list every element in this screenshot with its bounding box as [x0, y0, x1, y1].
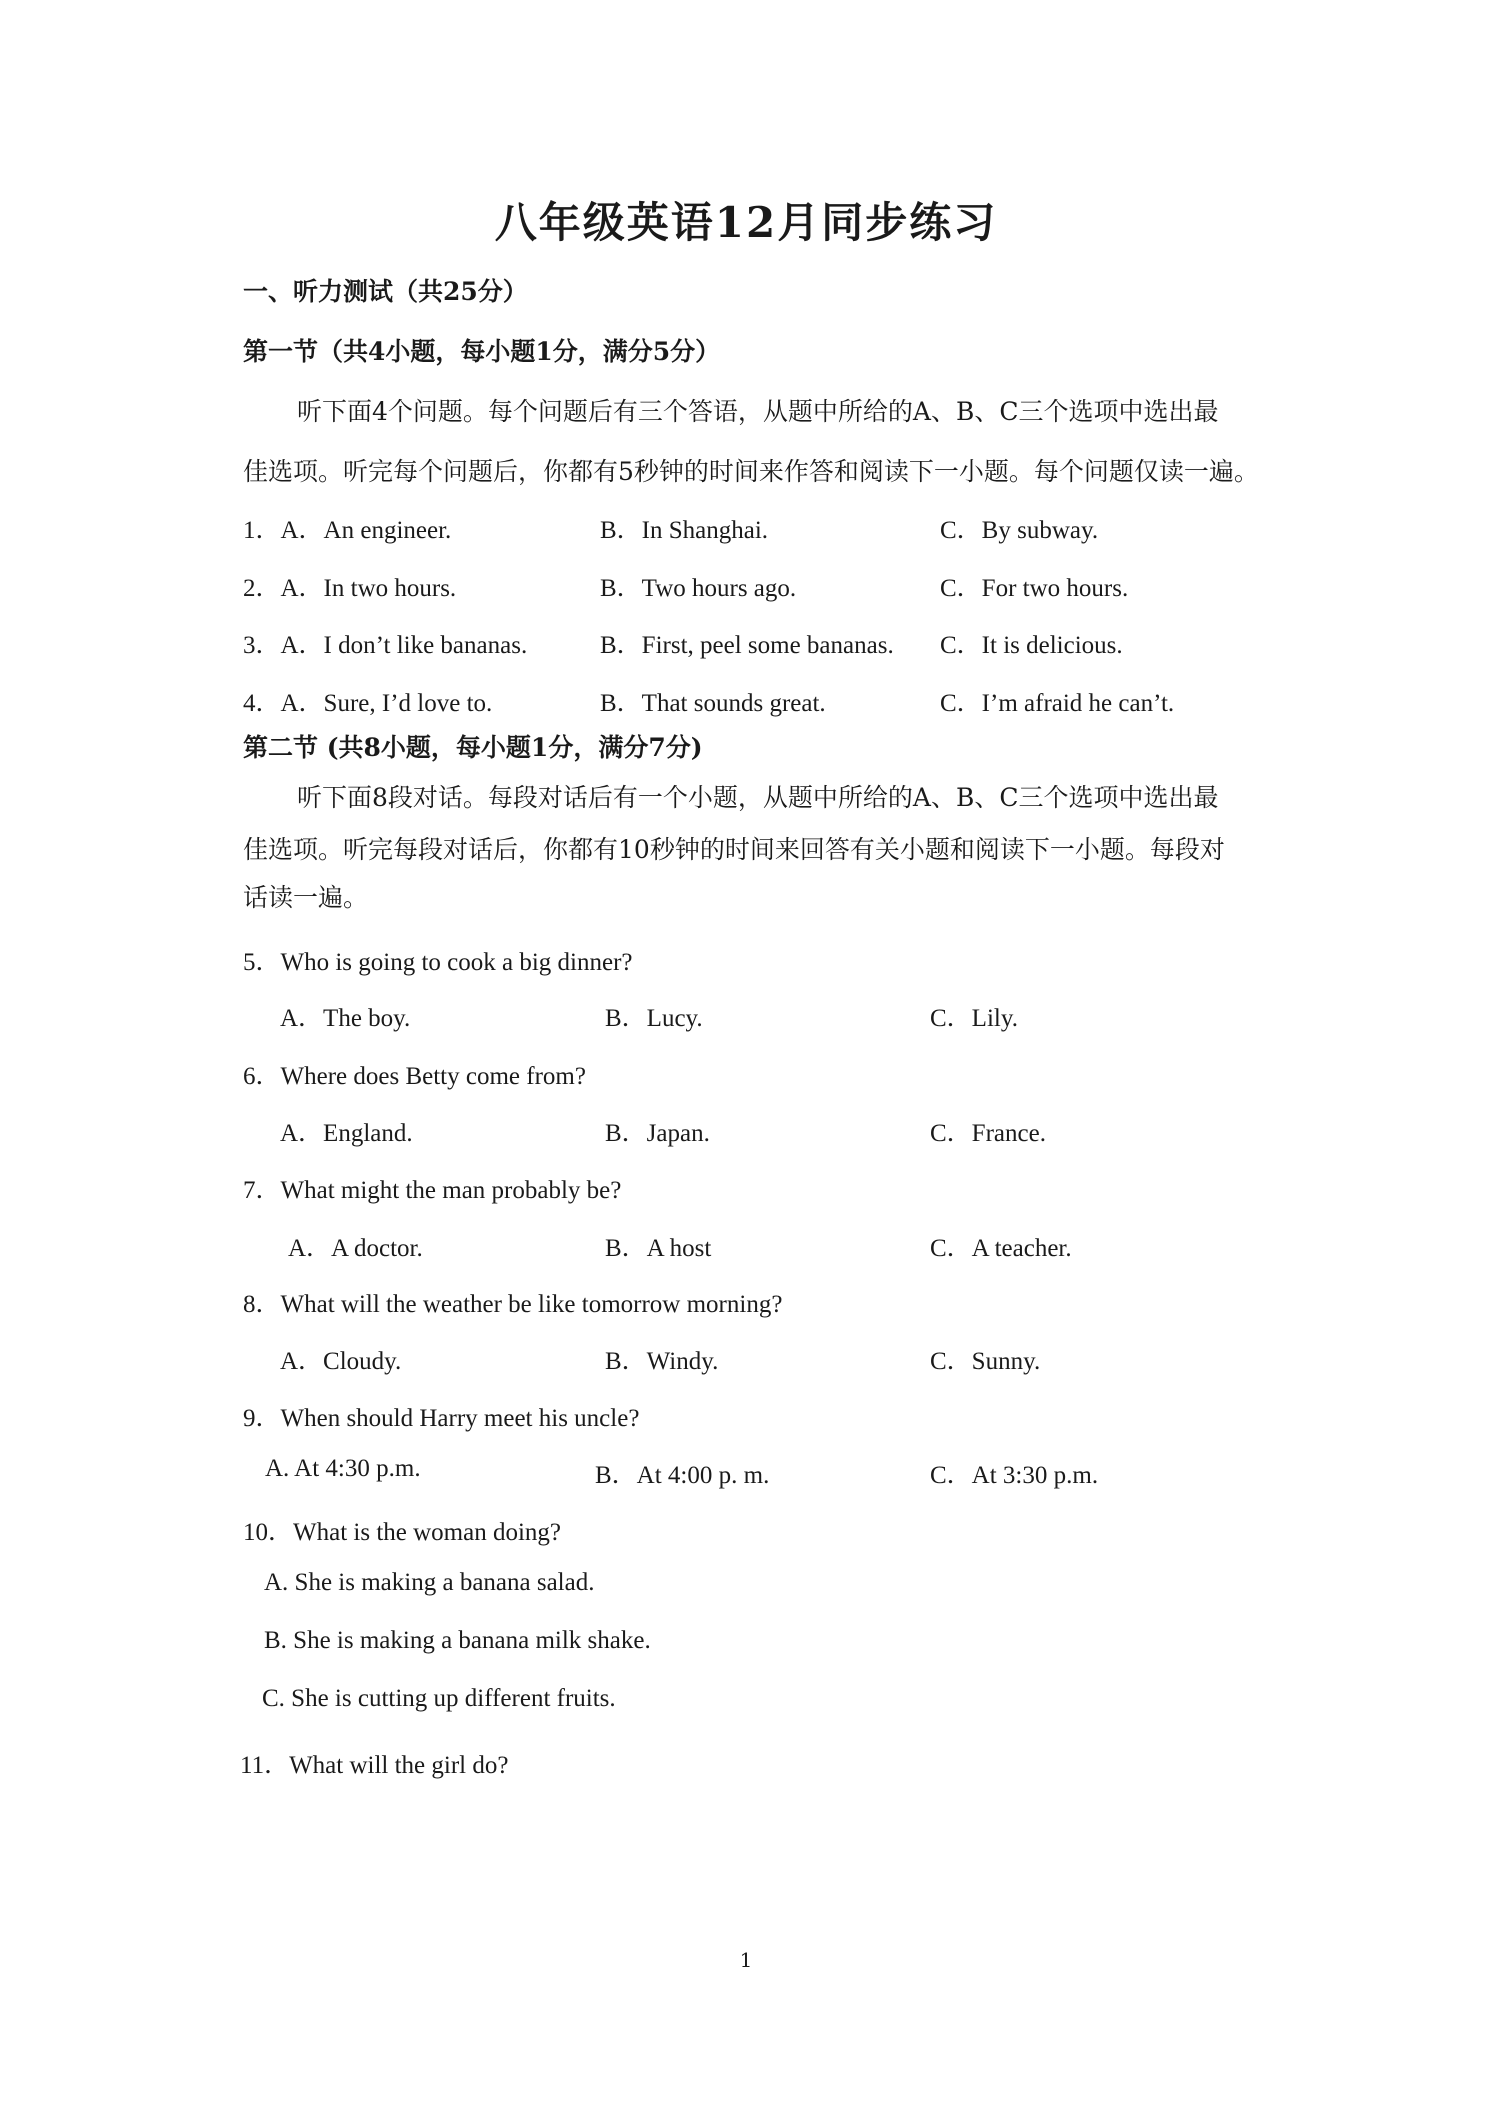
page-number: 1 — [739, 1948, 753, 1972]
q9-option-b: B．At 4:00 p. m. — [595, 1462, 770, 1489]
q3-option-a: 3．A．I don’t like bananas. — [243, 632, 528, 659]
q2-option-b: B．Two hours ago. — [600, 575, 797, 602]
section1-instruction-line2: 佳选项。听完每个问题后，你都有5秒钟的时间来作答和阅读下一小题。每个问题仅读一遍。 — [243, 457, 1259, 486]
q3-option-c: C．It is delicious. — [940, 632, 1123, 659]
q1-option-c: C．By subway. — [940, 517, 1099, 544]
section2-instruction-line1: 听下面8段对话。每段对话后有一个小题，从题中所给的A、B、C三个选项中选出最 — [297, 783, 1219, 812]
section1-heading: 第一节（共4小题，每小题1分，满分5分） — [243, 337, 721, 366]
q2-option-c: C．For two hours. — [940, 575, 1129, 602]
q1-option-b: B．In Shanghai. — [600, 517, 769, 544]
q9-option-a: A. At 4:30 p.m. — [265, 1455, 421, 1482]
q10-option-c: C. She is cutting up different fruits. — [262, 1685, 616, 1712]
section2-instruction-line3: 话读一遍。 — [243, 883, 369, 912]
q7-option-b: B．A host — [605, 1235, 712, 1262]
q8-option-a: A．Cloudy. — [280, 1348, 402, 1375]
q6-option-a: A．England. — [280, 1120, 413, 1147]
section2-heading: 第二节 (共8小题，每小题1分，满分7分) — [243, 733, 703, 762]
q10-stem: 10．What is the woman doing? — [243, 1519, 561, 1546]
q4-option-c: C．I’m afraid he can’t. — [940, 690, 1175, 717]
q5-option-c: C．Lily. — [930, 1005, 1018, 1032]
q11-stem: 11．What will the girl do? — [240, 1752, 509, 1779]
q9-stem: 9．When should Harry meet his uncle? — [243, 1405, 640, 1432]
q6-option-b: B．Japan. — [605, 1120, 710, 1147]
q1-option-a: 1．A．An engineer. — [243, 517, 452, 544]
q9-option-c: C．At 3:30 p.m. — [930, 1462, 1099, 1489]
q5-stem: 5．Who is going to cook a big dinner? — [243, 949, 633, 976]
q8-stem: 8．What will the weather be like tomorrow morning? — [243, 1291, 783, 1318]
q6-stem: 6．Where does Betty come from? — [243, 1063, 586, 1090]
q6-option-c: C．France. — [930, 1120, 1046, 1147]
q3-option-b: B．First, peel some bananas. — [600, 632, 894, 659]
q7-option-a: A．A doctor. — [288, 1235, 423, 1262]
q10-option-b: B. She is making a banana milk shake. — [264, 1627, 651, 1654]
q5-option-b: B．Lucy. — [605, 1005, 703, 1032]
q2-option-a: 2．A．In two hours. — [243, 575, 457, 602]
q7-option-c: C．A teacher. — [930, 1235, 1072, 1262]
q4-option-b: B．That sounds great. — [600, 690, 826, 717]
section1-instruction-line1: 听下面4个问题。每个问题后有三个答语，从题中所给的A、B、C三个选项中选出最 — [297, 397, 1219, 426]
part1-heading: 一、听力测试（共25分） — [243, 277, 528, 306]
q10-option-a: A. She is making a banana salad. — [264, 1569, 595, 1596]
q4-option-a: 4．A．Sure, I’d love to. — [243, 690, 493, 717]
q7-stem: 7．What might the man probably be? — [243, 1177, 622, 1204]
page-title: 八年级英语12月同步练习 — [494, 198, 998, 247]
q8-option-b: B．Windy. — [605, 1348, 719, 1375]
section2-instruction-line2: 佳选项。听完每段对话后，你都有10秒钟的时间来回答有关小题和阅读下一小题。每段对 — [243, 835, 1225, 864]
q5-option-a: A．The boy. — [280, 1005, 411, 1032]
q8-option-c: C．Sunny. — [930, 1348, 1041, 1375]
